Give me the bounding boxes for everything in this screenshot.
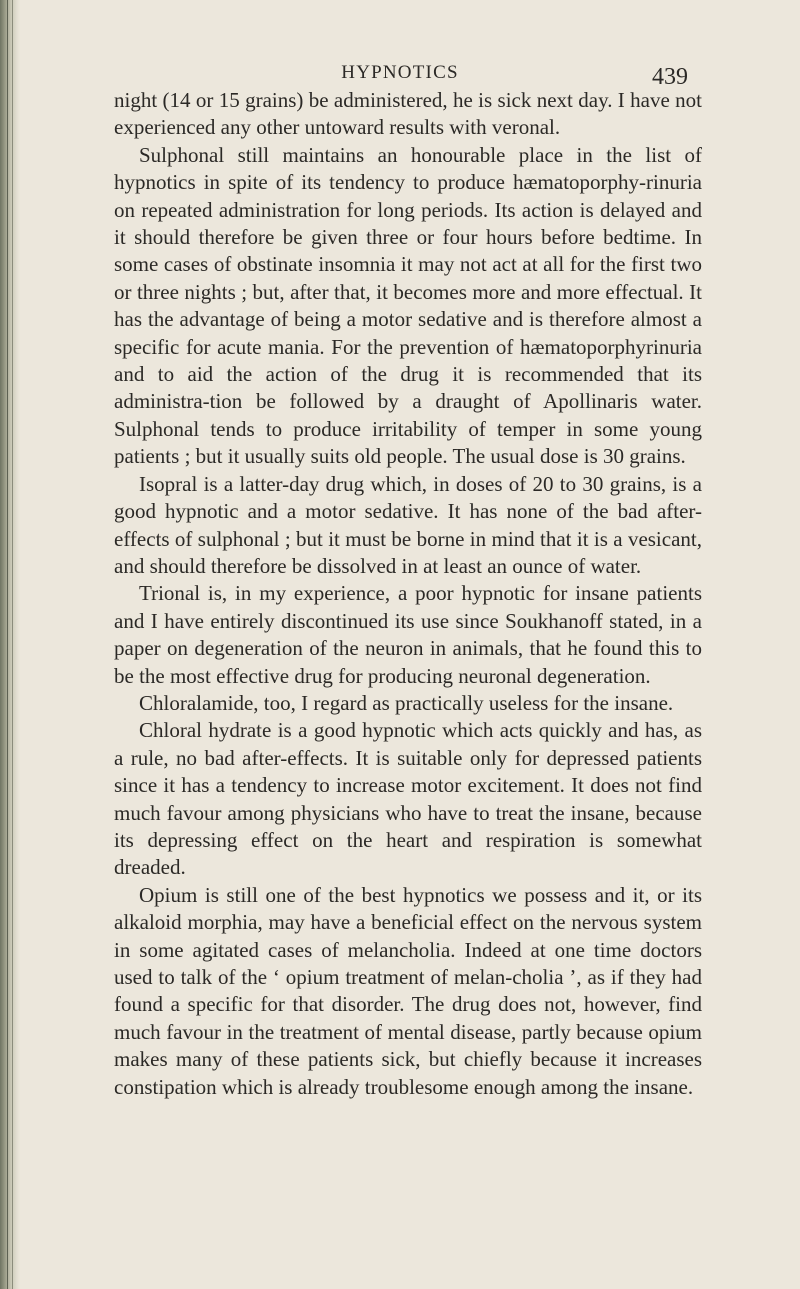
paragraph-sulphonal: Sulphonal still maintains an honourable place in the list of hypnotics in spite of its tendency to produce hæmatoporphy-rinuria on repeated administration for long periods. Its action is delayed and it should therefore be given three or four hours before bedtime. In some cases of obstinate insomnia it may not act at all for the first two or three nights ; but, after that, it becomes more and more effectual. It has the advantage of being a motor sedative and is therefore almost a specific for acute mania. For the prevention of hæmatoporphyrinuria and to aid the action of the drug it is recommended that its administra-tion be followed by a draught of Apollinaris water. Sulphonal tends to produce irritability of temper in some young patients ; but it usually suits old people. The usual dose is 30 grains.	[114, 142, 702, 469]
paragraph-trional: Trional is, in my experience, a poor hypnotic for insane patients and I have entirely discontinued its use since Soukhanoff stated, in a paper on degeneration of the neuron in animals, that he found this to be the most effective drug for producing neuronal degeneration.	[114, 581, 702, 688]
paragraph-chloralamide: Chloralamide, too, I regard as practically useless for the insane.	[139, 690, 674, 715]
paragraph-veronal-end: night (14 or 15 grains) be administered, he is sick next day. I have not experienced any other untoward results with veronal.	[114, 88, 702, 140]
running-title: HYPNOTICS	[341, 62, 459, 83]
paragraph-isopral: Isopral is a latter-day drug which, in doses of 20 to 30 grains, is a good hypnotic and a motor sedative. It has none of the bad after-effects of sulphonal ; but it must be borne in mind that it is a vesicant, and should therefore be dissolved in at least an ounce of water.	[114, 471, 702, 578]
body-text	[114, 87, 702, 1101]
page-number: 439	[652, 64, 688, 90]
paragraph-chloral-hydrate: Chloral hydrate is a good hypnotic which acts quickly and has, as a rule, no bad after-effects. It is suitable only for depressed patients since it has a tendency to increase motor excitement. It does not find much favour among physicians who have to treat the insane, because its depressing effect on the heart and respiration is somewhat dreaded.	[114, 718, 702, 880]
paragraph-opium: Opium is still one of the best hypnotics we possess and it, or its alkaloid morphia, may have a beneficial effect on the nervous system in some agitated cases of melancholia. Indeed at one time doctors used to talk of the ‘ opium treatment of melan-cholia ’, as if they had found a specific for that disorder. The drug does not, however, find much favour in the treatment of mental disease, partly because opium makes many of these patients sick, but chiefly because it increases constipation which is already troublesome enough among the insane.	[114, 882, 702, 1099]
